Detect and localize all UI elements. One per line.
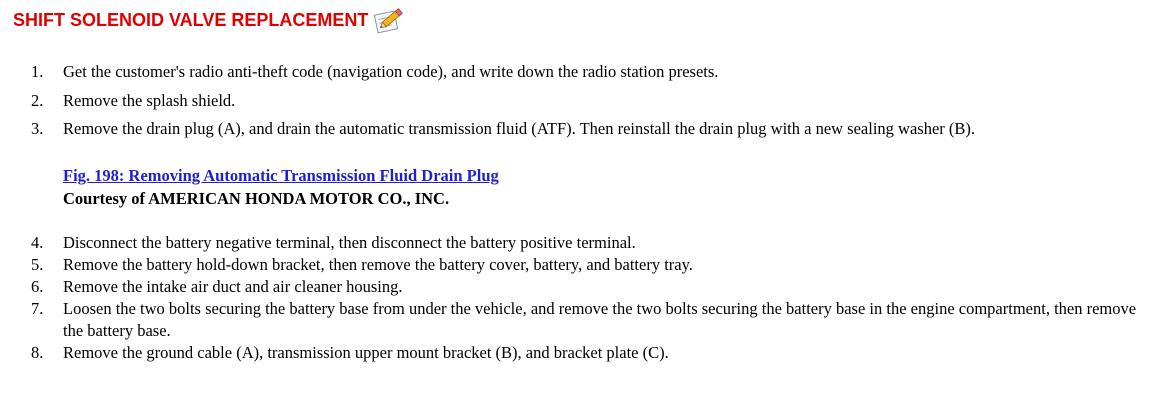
step-text: Remove the drain plug (A), and drain the automatic transmission fluid (ATF). Then reinstall the drain plug with a new sealing washer (B). xyxy=(63,119,976,138)
list-item xyxy=(0,90,1159,119)
step-number: 5. xyxy=(31,255,44,274)
edit-pencil-icon[interactable] xyxy=(372,4,406,36)
step-number: 6. xyxy=(31,277,44,296)
step-number: 1. xyxy=(31,62,44,81)
page-header xyxy=(13,2,406,38)
steps-list-part-2 xyxy=(0,232,1159,364)
step-text: Remove the intake air duct and air cleaner housing. xyxy=(63,277,403,296)
list-item xyxy=(0,61,1159,90)
step-text: Remove the battery hold-down bracket, then remove the battery cover, battery, and battery tray. xyxy=(63,255,693,274)
step-text: Loosen the two bolts securing the battery base from under the vehicle, and remove the two bolts securing the battery base in the engine compartment, then remove the battery base. xyxy=(63,299,1137,340)
list-item xyxy=(0,298,1159,342)
figure-reference xyxy=(63,165,499,210)
page-title: SHIFT SOLENOID VALVE REPLACEMENT xyxy=(13,9,369,30)
step-text: Remove the splash shield. xyxy=(63,90,236,110)
step-text: Remove the ground cable (A), transmission upper mount bracket (B), and bracket plate (C). xyxy=(63,343,669,362)
list-item xyxy=(0,118,1159,147)
list-item xyxy=(0,276,1159,298)
step-number: 4. xyxy=(31,233,44,252)
steps-list-part-1 xyxy=(0,61,1159,147)
step-number: 7. xyxy=(31,299,44,318)
figure-courtesy: Courtesy of AMERICAN HONDA MOTOR CO., INC. xyxy=(63,189,450,208)
step-number: 2. xyxy=(31,90,44,110)
step-text: Get the customer's radio anti-theft code (navigation code), and write down the radio station presets. xyxy=(63,62,719,81)
list-item xyxy=(0,342,1159,364)
step-text: Disconnect the battery negative terminal, then disconnect the battery positive terminal. xyxy=(63,233,636,252)
step-number: 8. xyxy=(31,343,44,362)
figure-link[interactable]: Fig. 198: Removing Automatic Transmission Fluid Drain Plug xyxy=(63,166,499,185)
list-item xyxy=(0,254,1159,276)
list-item xyxy=(0,232,1159,254)
step-number: 3. xyxy=(31,119,44,138)
